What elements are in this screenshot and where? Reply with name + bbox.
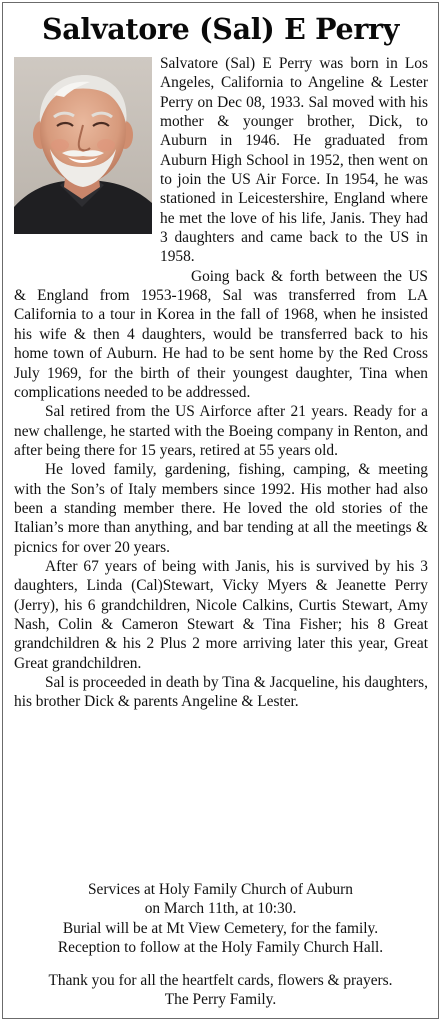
paragraph-biography: Salvatore (Sal) E Perry was born in Los Angeles, California to Angeline & Lester Perry on Dec 08, 1933. Sal moved with his mother & younger brother, Dick, to Auburn in 1946. He graduated from Auburn High School in 1952, then went on to join the US Air Force. In 1954, he was stationed in Leicestershire, England where he met the love of his life, Janis. They had 3 daughters and came back to the US in 1958. xyxy=(160,55,428,266)
paragraph-predeceased: Sal is proceeded in death by Tina & Jacqueline, his daughters, his brother Dick & parents Angeline & Lester. xyxy=(14,674,428,711)
thanks-line: Thank you for all the heartfelt cards, flowers & prayers. xyxy=(48,972,393,989)
services-line: on March 11th, at 10:30. xyxy=(144,900,297,918)
services-line: Reception to follow at the Holy Family Church Hall. xyxy=(57,938,384,956)
services-block xyxy=(3,880,438,957)
family-signature: The Perry Family. xyxy=(164,991,277,1009)
obituary-body xyxy=(14,54,428,712)
paragraph-service-history: Going back & forth between the US & England from 1953-1968, Sal was transferred from LA California to a tour in Korea in the fall of 1968, when he insisted his wife & then 4 daughters, would be transferred back to his home town of Auburn. He had to be sent home by the Red Cross July 1969, for the birth of their youngest daughter, Tina when complications needed to be addressed. xyxy=(14,267,428,401)
services-line: Services at Holy Family Church of Auburn xyxy=(87,881,354,898)
thanks-block xyxy=(3,971,438,1010)
paragraph-retirement: Sal retired from the US Airforce after 21 years. Ready for a new challenge, he started with the Boeing company in Renton, and after being there for 15 years, retired at 55 years old. xyxy=(14,403,428,459)
obituary-notice xyxy=(2,2,439,1019)
paragraph-interests: He loved family, gardening, fishing, camping, & meeting with the Son’s of Italy members since 1992. His mother had also been a standing member there. He loved the old stories of the Italian’s more than anything, and bar tending at all the meetings & picnics for over 20 years. xyxy=(14,461,428,556)
photo-wrap-spacer xyxy=(14,54,160,286)
services-line: Burial will be at Mt View Cemetery, for the family. xyxy=(62,919,379,937)
obituary-title: Salvatore (Sal) E Perry xyxy=(41,12,400,46)
paragraph-survivors: After 67 years of being with Janis, his is survived by his 3 daughters, Linda (Cal)Stewart, Vicky Myers & Jeanette Perry (Jerry), his 6 grandchildren, Nicole Calkins, Curtis Stewart, Amy Nash, Colin & Cameron Stewart & Tina Fisher; his 8 Great grandchildren & his 2 Plus 2 more arriving later this year, Great Great grandchildren. xyxy=(14,557,428,672)
